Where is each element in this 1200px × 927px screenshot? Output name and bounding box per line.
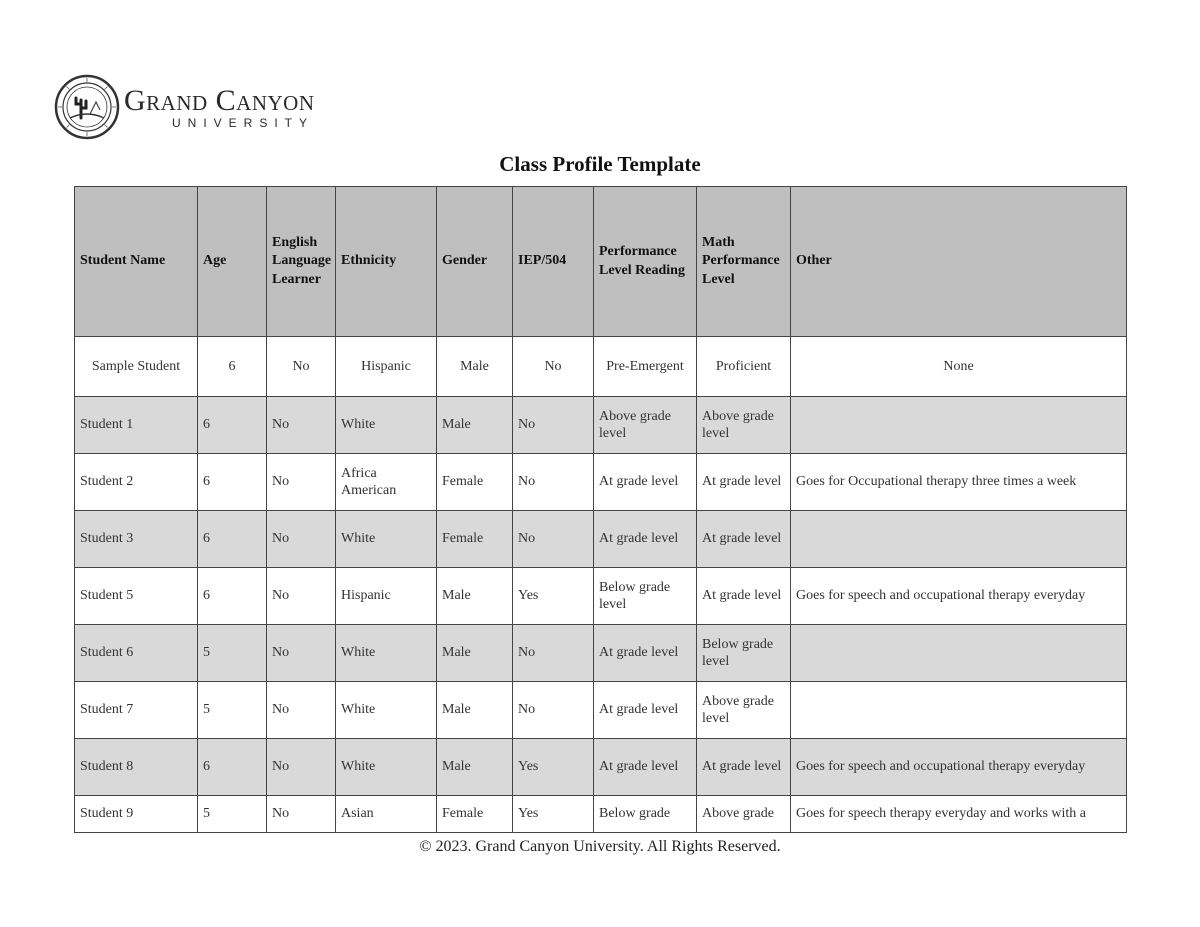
table-cell: White xyxy=(336,397,437,454)
table-cell: No xyxy=(513,682,594,739)
table-cell: Student 5 xyxy=(75,568,198,625)
table-cell: Student 6 xyxy=(75,625,198,682)
table-cell: Female xyxy=(437,511,513,568)
table-cell: Yes xyxy=(513,796,594,833)
table-cell: Male xyxy=(437,682,513,739)
table-cell: 5 xyxy=(198,796,267,833)
table-cell: Hispanic xyxy=(336,337,437,397)
table-cell: 6 xyxy=(198,511,267,568)
table-cell: At grade level xyxy=(697,454,791,511)
table-cell: Yes xyxy=(513,568,594,625)
table-cell: At grade level xyxy=(697,739,791,796)
table-cell: Student 8 xyxy=(75,739,198,796)
table-cell: No xyxy=(513,337,594,397)
table-row xyxy=(75,454,1127,511)
table-cell: No xyxy=(267,337,336,397)
table-cell: Goes for Occupational therapy three times a week xyxy=(791,454,1127,511)
header-cell: Ethnicity xyxy=(336,187,437,337)
table-cell: At grade level xyxy=(594,739,697,796)
table-cell: At grade level xyxy=(594,454,697,511)
table-cell: No xyxy=(267,739,336,796)
table-row xyxy=(75,397,1127,454)
table-cell: Below grade level xyxy=(594,568,697,625)
table-row xyxy=(75,625,1127,682)
table-cell: Above grade level xyxy=(594,397,697,454)
table-cell: Student 2 xyxy=(75,454,198,511)
header-cell: Student Name xyxy=(75,187,198,337)
table-cell: White xyxy=(336,682,437,739)
wordmark-line1: Grand Canyon xyxy=(124,83,315,117)
table-cell: Goes for speech and occupational therapy everyday xyxy=(791,739,1127,796)
table-cell: Above grade xyxy=(697,796,791,833)
class-profile-table xyxy=(74,186,1127,833)
table-cell: Above grade level xyxy=(697,682,791,739)
university-logo xyxy=(54,74,315,140)
table-row xyxy=(75,796,1127,833)
table-cell: No xyxy=(513,397,594,454)
table-cell: No xyxy=(267,796,336,833)
table-cell: Male xyxy=(437,739,513,796)
table-cell: At grade level xyxy=(594,511,697,568)
table-cell: Africa American xyxy=(336,454,437,511)
table-cell: No xyxy=(513,454,594,511)
table-cell: Sample Student xyxy=(75,337,198,397)
table-row xyxy=(75,511,1127,568)
header-row xyxy=(75,187,1127,337)
table-cell: Student 3 xyxy=(75,511,198,568)
table-cell: No xyxy=(267,511,336,568)
page-title: Class Profile Template xyxy=(499,152,701,176)
table-cell: No xyxy=(267,397,336,454)
table-cell: No xyxy=(267,568,336,625)
table-cell: Student 9 xyxy=(75,796,198,833)
header-cell: Age xyxy=(198,187,267,337)
header-cell: IEP/504 xyxy=(513,187,594,337)
table-cell: Above grade level xyxy=(697,397,791,454)
table-cell: No xyxy=(267,625,336,682)
header-cell: Other xyxy=(791,187,1127,337)
table-cell: Hispanic xyxy=(336,568,437,625)
table-cell: 6 xyxy=(198,397,267,454)
table-row xyxy=(75,568,1127,625)
table-cell: Male xyxy=(437,625,513,682)
table-cell xyxy=(791,511,1127,568)
table-cell: 6 xyxy=(198,739,267,796)
table-cell: White xyxy=(336,739,437,796)
table-cell: At grade level xyxy=(697,568,791,625)
header-cell: Performance Level Reading xyxy=(594,187,697,337)
table-cell: 5 xyxy=(198,625,267,682)
table-cell: No xyxy=(513,625,594,682)
table-cell: Proficient xyxy=(697,337,791,397)
table-row xyxy=(75,739,1127,796)
table-cell: Student 7 xyxy=(75,682,198,739)
header-cell: Math Performance Level xyxy=(697,187,791,337)
table-cell xyxy=(791,625,1127,682)
table-cell: Male xyxy=(437,337,513,397)
sample-row xyxy=(75,337,1127,397)
table-cell: Goes for speech and occupational therapy everyday xyxy=(791,568,1127,625)
table-cell: Female xyxy=(437,796,513,833)
copyright-footer: © 2023. Grand Canyon University. All Rights Reserved. xyxy=(419,838,781,855)
table-cell: Asian xyxy=(336,796,437,833)
table-cell xyxy=(791,682,1127,739)
table-row xyxy=(75,682,1127,739)
table-cell: None xyxy=(791,337,1127,397)
table-cell: At grade level xyxy=(697,511,791,568)
table-cell: 5 xyxy=(198,682,267,739)
table-cell: No xyxy=(267,682,336,739)
table-cell: 6 xyxy=(198,568,267,625)
table-cell xyxy=(791,397,1127,454)
header-cell: Gender xyxy=(437,187,513,337)
table-cell: No xyxy=(267,454,336,511)
wordmark-line2: UNIVERSITY xyxy=(172,115,315,130)
table-cell: Yes xyxy=(513,739,594,796)
table-cell: Pre-Emergent xyxy=(594,337,697,397)
university-wordmark xyxy=(124,83,315,130)
table-cell: Below grade xyxy=(594,796,697,833)
table-cell: At grade level xyxy=(594,682,697,739)
table-cell: Male xyxy=(437,568,513,625)
table-cell: Goes for speech therapy everyday and works with a xyxy=(791,796,1127,833)
university-seal-icon xyxy=(54,74,120,140)
header-cell: English Language Learner xyxy=(267,187,336,337)
table-cell: White xyxy=(336,511,437,568)
table-cell: White xyxy=(336,625,437,682)
table-cell: Female xyxy=(437,454,513,511)
table-cell: At grade level xyxy=(594,625,697,682)
table-cell: No xyxy=(513,511,594,568)
table-cell: Student 1 xyxy=(75,397,198,454)
table-cell: 6 xyxy=(198,454,267,511)
table-cell: 6 xyxy=(198,337,267,397)
table-cell: Male xyxy=(437,397,513,454)
table-cell: Below grade level xyxy=(697,625,791,682)
